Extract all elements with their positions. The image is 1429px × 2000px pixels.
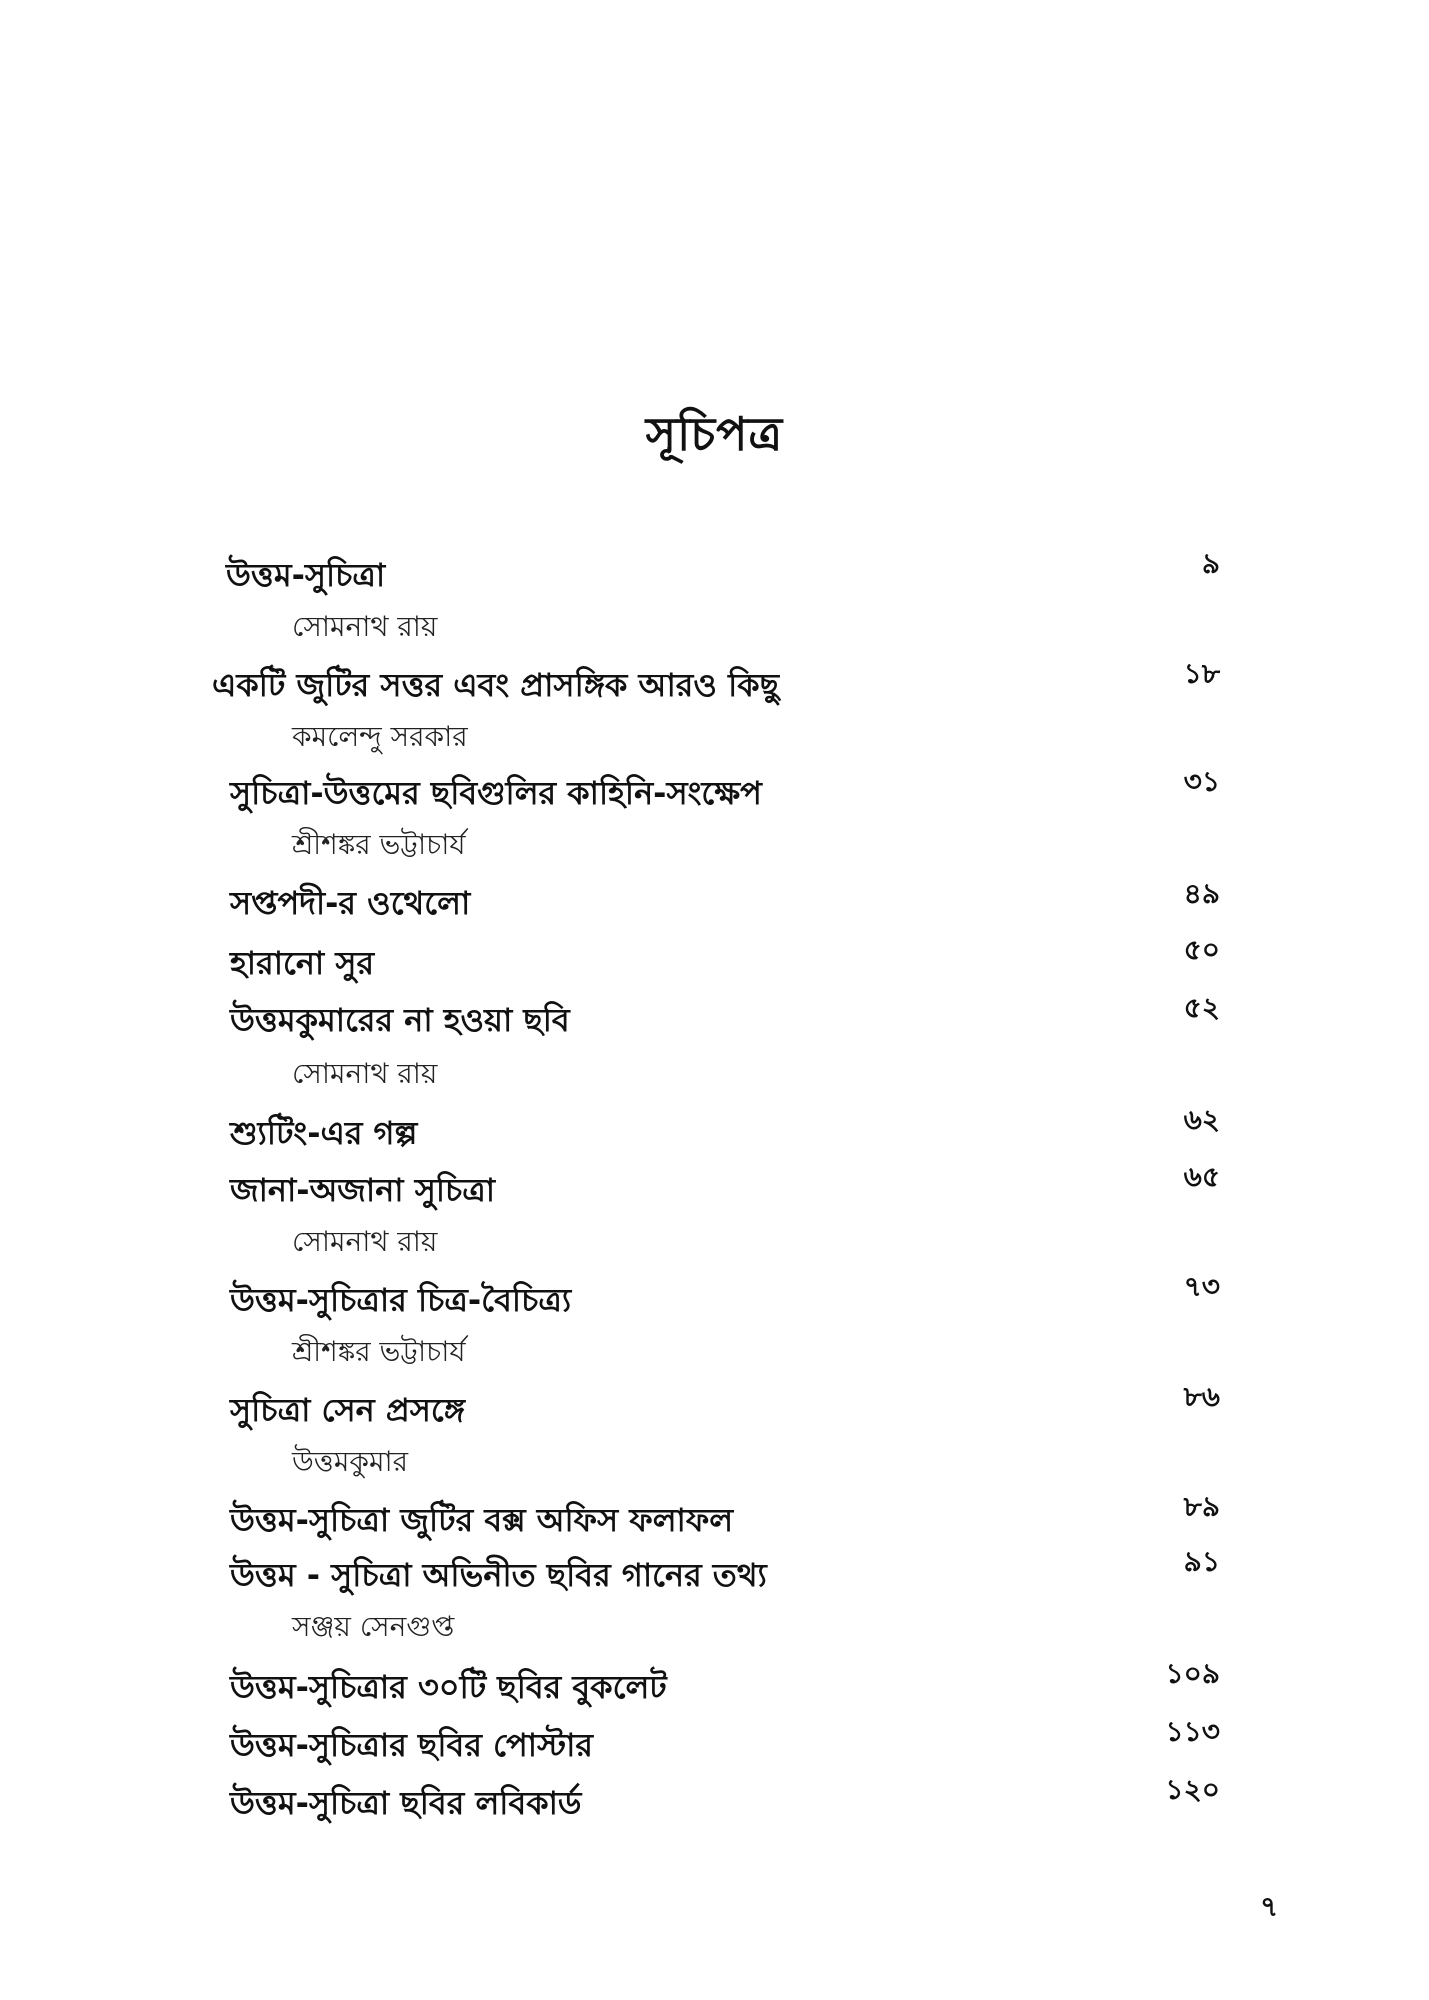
toc-entry-page: ১২০: [1165, 1773, 1220, 1806]
toc-entry-title: জানা-অজানা সুচিত্রা: [230, 1171, 496, 1209]
toc-entry-title: শ্যুটিং-এর গল্প: [230, 1114, 418, 1152]
toc-entry-title: উত্তম-সুচিত্রার চিত্র-বৈচিত্র্য: [230, 1281, 572, 1319]
toc-entry-title: উত্তম-সুচিত্রার ছবির পোস্টার: [230, 1726, 593, 1764]
toc-entry-title: উত্তম - সুচিত্রা অভিনীত ছবির গানের তথ্য: [230, 1556, 767, 1594]
toc-entry-page: ৬৫: [1183, 1160, 1220, 1193]
toc-entry-title: উত্তম-সুচিত্রা জুটির বক্স অফিস ফলাফল: [230, 1501, 734, 1539]
toc-entry-title: সুচিত্রা সেন প্রসঙ্গে: [230, 1391, 465, 1429]
toc-entry-title: উত্তম-সুচিত্রা: [226, 556, 386, 594]
page-number: ৭: [1260, 1890, 1279, 1923]
toc-entry-page: ৩১: [1183, 765, 1220, 798]
toc-entry-page: ৪৯: [1183, 877, 1220, 910]
toc-entry-title: হারানো সুর: [230, 944, 375, 982]
toc-entry-title: সপ্তপদী-র ওথেলো: [230, 884, 471, 922]
toc-entry-title: একটি জুটির সত্তর এবং প্রাসঙ্গিক আরও কিছু: [212, 666, 780, 704]
toc-entry-title: উত্তম-সুচিত্রার ৩০টি ছবির বুকলেট: [230, 1668, 667, 1706]
toc-entry-page: ১৮: [1183, 657, 1220, 690]
toc-entry-author: সঞ্জয় সেনগুপ্ত: [292, 1610, 455, 1643]
toc-entry-page: ১০৯: [1165, 1657, 1220, 1690]
toc-entry-author: উত্তমকুমার: [292, 1445, 409, 1478]
toc-entry-author: শ্রীশঙ্কর ভট্টাচার্য: [292, 828, 466, 861]
toc-entry-page: ৮৯: [1183, 1490, 1220, 1523]
toc-entry-page: ৮৬: [1183, 1380, 1220, 1413]
toc-entry-author: সোমনাথ রায়: [292, 1057, 438, 1090]
toc-entry-page: ৫২: [1183, 991, 1220, 1024]
toc-entry-title: উত্তমকুমারের না হওয়া ছবি: [230, 1001, 570, 1039]
toc-entry-author: সোমনাথ রায়: [292, 1225, 438, 1258]
toc-entry-title: উত্তম-সুচিত্রা ছবির লবিকার্ড: [230, 1784, 582, 1822]
toc-entry-author: শ্রীশঙ্কর ভট্টাচার্য: [292, 1335, 466, 1368]
toc-entry-author: সোমনাথ রায়: [292, 610, 438, 643]
toc-entry-page: ৯১: [1183, 1545, 1220, 1578]
toc-entry-page: ৬২: [1183, 1103, 1220, 1136]
toc-entry-title: সুচিত্রা-উত্তমের ছবিগুলির কাহিনি-সংক্ষেপ: [230, 774, 762, 812]
toc-entry-page: ১১৩: [1165, 1715, 1220, 1748]
toc-entry-page: ৭৩: [1183, 1270, 1220, 1303]
toc-entry-page: ৫০: [1183, 933, 1220, 966]
page-title: সূচিপত্র: [645, 407, 784, 461]
toc-entry-author: কমলেন্দু সরকার: [292, 720, 468, 753]
toc-entry-page: ৯: [1201, 547, 1220, 580]
